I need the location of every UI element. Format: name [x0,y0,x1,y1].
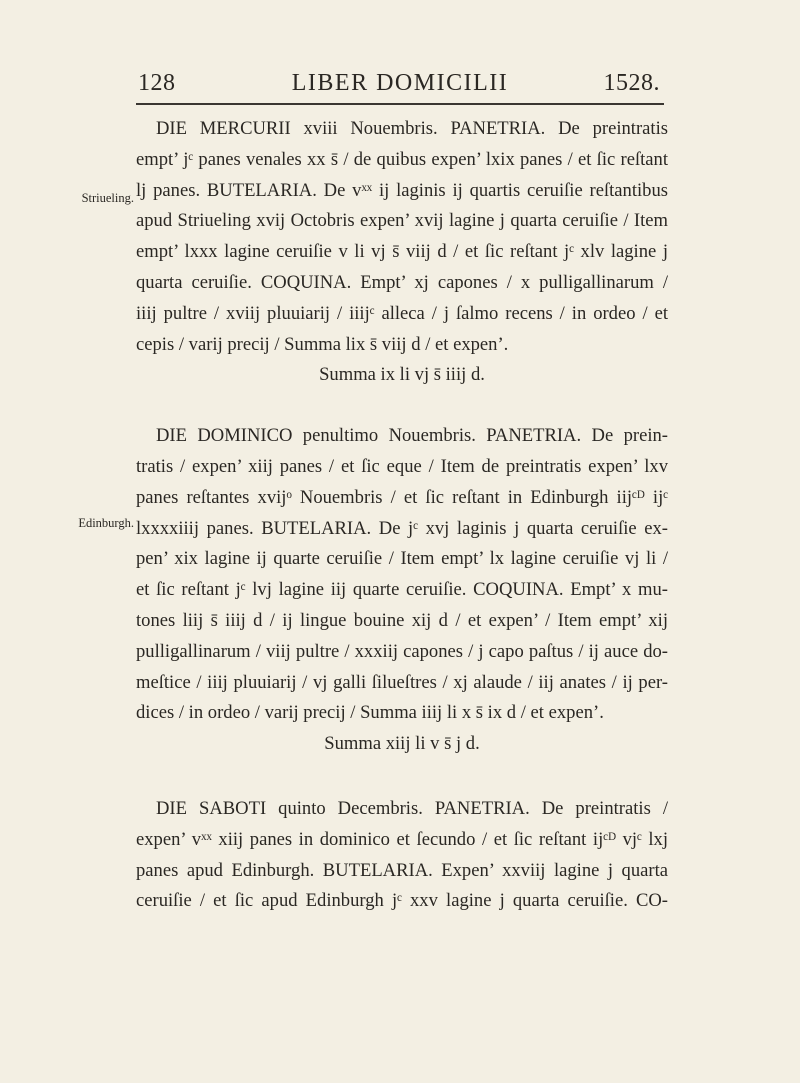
text-line: expen’ vˣˣ xiij panes in dominico et ſecundo / et ſic reſtant ijᶜᴰ vjᶜ lxj [136,828,668,850]
text-line: iiij pultre / xviij pluuiarij / iiijᶜ alleca / j ſalmo recens / in ordeo / et [136,302,668,324]
entry [136,114,668,391]
text-line: cepis / varij precij / Summa lix s̄ viij d / et expen’. [136,333,509,355]
text-line: quarta ceruiſie. COQUINA. Empt’ xj capones / x pulligallinarum / [136,271,668,293]
text-line: tratis / expen’ xiij panes / et ſic eque / Item de preintratis expen’ lxv [136,455,668,477]
page-number: 128 [138,70,176,96]
margin-note: Edinburgh. [78,516,134,530]
text-line: pen’ xix lagine ij quarte ceruiſie / Item empt’ lx lagine ceruiſie vj li / [136,548,668,570]
text-line: DIE MERCURII xviii Nouembris. PANETRIA. De preintratis [156,118,668,139]
entry [136,421,668,760]
summa-line: Summa xiij li v s̄ j d. [324,733,480,755]
text-line: lxxxxiiij panes. BUTELARIA. De jᶜ xvj laginis j quarta ceruiſie ex- [136,517,668,539]
running-title: LIBER DOMICILII [291,70,509,96]
year: 1528. [603,70,660,96]
text-line: dices / in ordeo / varij precij / Summa iiij li x s̄ ix d / et expen’. [136,702,604,724]
text-line: DIE SABOTI quinto Decembris. PANETRIA. De preintratis / [156,797,668,819]
text-line: pulligallinarum / viij pultre / xxxiij capones / j capo paſtus / ij auce do- [136,640,668,662]
text-line: ceruiſie / et ſic apud Edinburgh jᶜ xxv lagine j quarta ceruiſie. CO- [136,890,668,912]
text-line: tones liij s̄ iiij d / ij lingue bouine xij d / et expen’ / Item empt’ xij [136,609,668,631]
summa-line: Summa ix li vj s̄ iiij d. [319,364,485,386]
text-line: apud Striueling xvij Octobris expen’ xvij lagine j quarta ceruiſie / Item [136,210,668,232]
header-rule [136,103,664,105]
page-header [0,70,800,100]
text-line: panes reſtantes xvijᵒ Nouembris / et ſic reſtant in Edinburgh iijᶜᴰ ijᶜ [136,486,668,508]
margin-note: Striueling. [81,191,134,205]
text-line: empt’ lxxx lagine ceruiſie v li vj s̄ viij d / et ſic reſtant jᶜ xlv lagine j [136,241,668,263]
text-line: empt’ jᶜ panes venales xx s̄ / de quibus expen’ lxix panes / et ſic reſtant [136,148,668,170]
text-line: lj panes. BUTELARIA. De vˣˣ ij laginis ij quartis ceruiſie reſtantibus [136,179,668,201]
text-line: et ſic reſtant jᶜ lvj lagine iij quarte ceruiſie. COQUINA. Empt’ x mu- [136,579,668,601]
text-line: meſtice / iiij pluuiarij / vj galli ſilueſtres / xj alaude / iij anates / ij per- [136,671,668,693]
text-line: panes apud Edinburgh. BUTELARIA. Expen’ xxviij lagine j quarta [136,859,668,881]
page-body [136,114,668,917]
text-line: DIE DOMINICO penultimo Nouembris. PANETRIA. De prein- [156,425,668,447]
entry [136,794,668,917]
